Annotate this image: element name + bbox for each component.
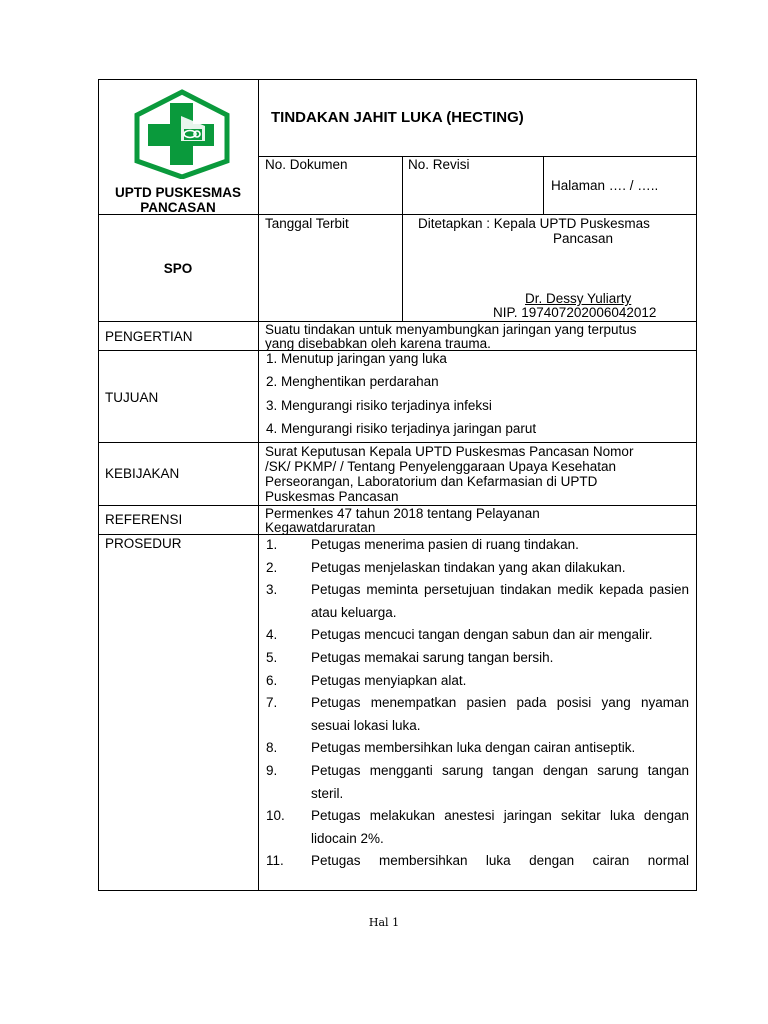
list-item: 2. Menghentikan perdarahan (266, 374, 439, 390)
step-text: Petugas membersihkan luka dengan cairan normal (311, 853, 689, 869)
kebijakan-text-line4: Puskesmas Pancasan (265, 489, 399, 504)
step-text: Petugas memakai sarung tangan bersih. (311, 649, 554, 665)
step-text: Petugas menempatkan pasien pada posisi yang nyaman sesuai lokasi luka. (311, 695, 689, 733)
list-item (266, 692, 689, 737)
pengertian-label: PENGERTIAN (105, 329, 193, 344)
step-number: 6. (266, 672, 278, 688)
pengertian-text-line1: Suatu tindakan untuk menyambungkan jaringan yang terputus (265, 322, 637, 337)
pengertian-text-line2: yang disebabkan oleh karena trauma. (265, 336, 491, 351)
list-item (266, 670, 689, 693)
signer-name: Dr. Dessy Yuliarty (525, 291, 632, 306)
step-text: Petugas menerima pasien di ruang tindakan. (311, 537, 579, 552)
list-item: 1. Menutup jaringan yang luka (266, 351, 447, 366)
divider (258, 79, 259, 891)
list-item: 3. Mengurangi risiko terjadinya infeksi (266, 397, 492, 413)
list-item (266, 805, 689, 850)
step-number: 4. (266, 627, 278, 643)
step-number: 11. (266, 853, 284, 869)
kebijakan-label: KEBIJAKAN (105, 466, 180, 481)
step-text: Petugas menyiapkan alat. (311, 672, 467, 688)
step-text: Petugas melakukan anestesi jaringan sekitar luka dengan lidocain 2%. (311, 808, 689, 846)
step-number: 1. (266, 537, 278, 552)
referensi-text-line2: Kegawatdaruratan (265, 520, 376, 535)
page-footer: Hal 1 (368, 916, 400, 929)
step-number: 10. (266, 808, 285, 824)
kebijakan-text-line2: /SK/ PKMP/ / Tentang Penyelenggaraan Upaya Kesehatan (265, 459, 616, 474)
signer-nip: NIP. 197407202006042012 (493, 305, 657, 320)
divider (402, 156, 403, 321)
prosedur-label: PROSEDUR (105, 536, 182, 551)
step-number: 2. (266, 559, 278, 575)
step-text: Petugas membersihkan luka dengan cairan antiseptik. (311, 740, 636, 756)
referensi-text-line1: Permenkes 47 tahun 2018 tentang Pelayanan (265, 506, 540, 521)
tujuan-list (266, 350, 536, 443)
org-name-line2: PANCASAN (140, 200, 216, 215)
list-item (266, 557, 689, 580)
list-item (266, 647, 689, 670)
kebijakan-text-line1: Surat Keputusan Kepala UPTD Puskesmas Pancasan Nomor (265, 444, 634, 459)
page-count-label: Halaman …. / ….. (551, 178, 659, 193)
list-item (266, 579, 689, 624)
step-number: 7. (266, 695, 278, 711)
step-number: 8. (266, 740, 278, 756)
list-item (266, 737, 689, 760)
doc-number-label: No. Dokumen (265, 157, 348, 172)
kebijakan-text-line3: Perseorangan, Laboratorium dan Kefarmasian di UPTD (265, 474, 598, 489)
list-item: 4. Mengurangi risiko terjadinya jaringan parut (266, 420, 537, 436)
spo-label: SPO (163, 261, 193, 276)
step-text: Petugas meminta persetujuan tindakan medik kepada pasien atau keluarga. (311, 582, 689, 620)
org-name-line1: UPTD PUSKESMAS (114, 185, 241, 200)
revision-number-label: No. Revisi (408, 157, 470, 172)
step-text: Petugas mencuci tangan dengan sabun dan air mengalir. (311, 627, 653, 643)
prosedur-list (266, 534, 689, 873)
issue-date-label: Tanggal Terbit (265, 216, 349, 231)
referensi-label: REFERENSI (105, 512, 183, 527)
document-title: TINDAKAN JAHIT LUKA (HECTING) (271, 109, 524, 126)
step-text: Petugas mengganti sarung tangan dengan sarung tangan steril. (311, 762, 689, 801)
step-number: 9. (266, 762, 278, 778)
list-item (266, 624, 689, 647)
list-item (266, 534, 689, 557)
list-item (266, 850, 689, 873)
approval-line2: Pancasan (553, 231, 614, 246)
step-number: 3. (266, 582, 278, 598)
approval-line1: Ditetapkan : Kepala UPTD Puskesmas (418, 216, 650, 231)
puskesmas-logo-icon (134, 89, 230, 179)
step-number: 5. (266, 649, 278, 665)
divider (543, 156, 544, 214)
list-item (266, 760, 689, 805)
step-text: Petugas menjelaskan tindakan yang akan dilakukan. (311, 559, 626, 575)
tujuan-label: TUJUAN (105, 390, 159, 405)
